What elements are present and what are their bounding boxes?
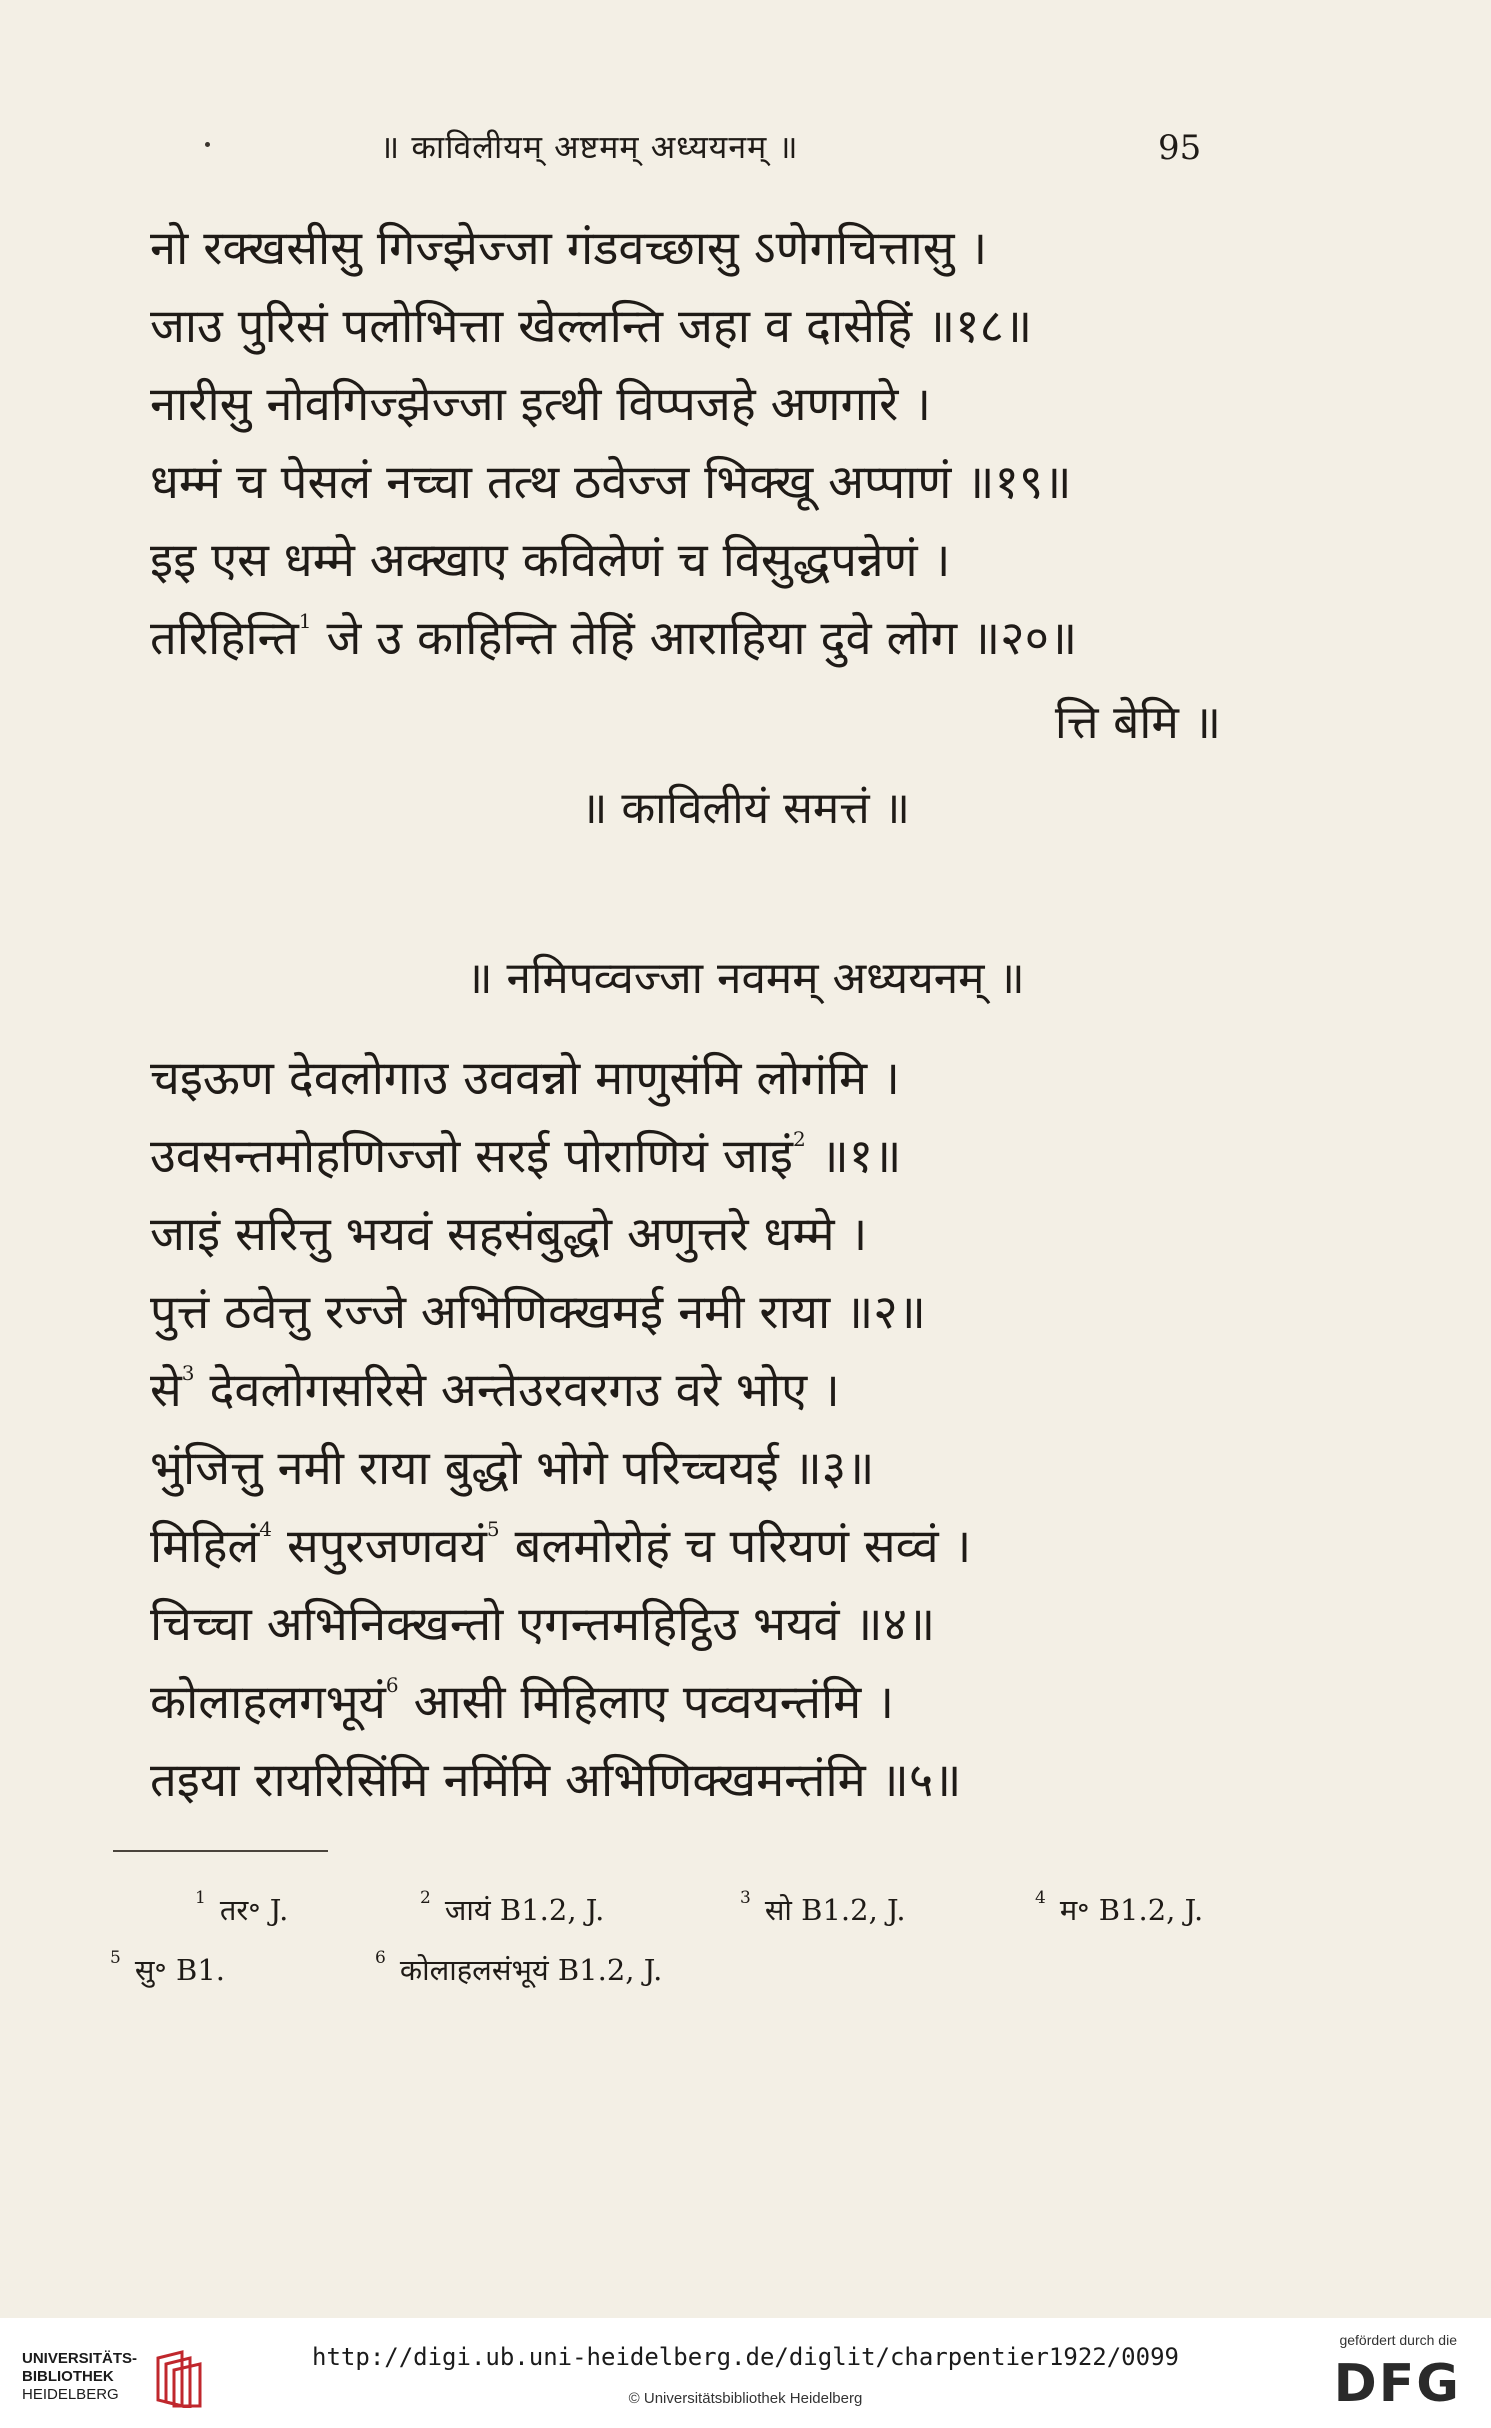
- verse-text: से: [150, 1363, 182, 1418]
- permalink-url[interactable]: http://digi.ub.uni-heidelberg.de/diglit/charpentier1922/0099: [312, 2343, 1179, 2371]
- footnote-number: 5: [110, 1948, 121, 1968]
- chapter-verse-line: [150, 1753, 962, 1808]
- verse-line: धम्मं च पेसलं नच्चा तत्थ ठवेज्ज भिक्खू अप्पाणं ॥१९॥: [150, 455, 1072, 510]
- footnote: [110, 1950, 225, 1989]
- verse-text: आसी मिहिलाए पव्वयन्तंमि ।: [398, 1675, 895, 1730]
- verse-text: जाइं सरित्तु भयवं सहसंबुद्धो अणुत्तरे धम्मे ।: [150, 1207, 868, 1262]
- footnote: [375, 1950, 662, 1989]
- chapter-verse-line: [150, 1207, 868, 1262]
- footer-bar: [0, 2318, 1491, 2428]
- footnote-number: 2: [420, 1888, 431, 1908]
- footnote-text: सु॰ B1.: [134, 1953, 225, 1987]
- verse-line: जाउ पुरिसं पलोभित्ता खेल्लन्ति जहा व दासेहिं ॥१८॥: [150, 299, 1033, 354]
- footnote-text: म॰ B1.2, J.: [1059, 1893, 1204, 1927]
- footnote: [1035, 1890, 1203, 1929]
- footnote-number: 6: [375, 1948, 386, 1968]
- chapter-verse-line: [150, 1361, 840, 1418]
- printer-dot-mark: [205, 142, 210, 147]
- chapter-verse-line: [150, 1441, 875, 1496]
- verse-text: सपुरजणवयं: [272, 1519, 487, 1574]
- verse-line: नारीसु नोवगिज्झेज्जा इत्थी विप्पजहे अणगारे ।: [150, 377, 932, 432]
- verse-line: नो रक्खसीसु गिज्झेज्जा गंडवच्छासु ऽणेगचित्तासु ।: [150, 221, 988, 276]
- page-number: 95: [1158, 128, 1202, 168]
- footnote-text: कोलाहलसंभूयं B1.2, J.: [399, 1953, 663, 1987]
- footnote-text: जायं B1.2, J.: [444, 1893, 605, 1927]
- footnote-text: तर॰ J.: [219, 1893, 289, 1927]
- chapter-verse-line: [150, 1673, 895, 1730]
- verse-line: इइ एस धम्मे अक्खाए कविलेणं च विसुद्धपन्नेणं ।: [150, 533, 951, 588]
- verse-line-with-note: [150, 609, 1078, 666]
- verse-text: तरिहिन्ति: [150, 611, 299, 666]
- footnote: [420, 1890, 604, 1929]
- footnote-rule: [113, 1850, 328, 1852]
- chapter-title: ॥ नमिपव्वज्जा नवमम् अध्ययनम् ॥: [466, 953, 1025, 1004]
- verse-text: तइया रायरिसिंमि नमिंमि अभिणिक्खमन्तंमि ॥५॥: [150, 1753, 962, 1808]
- chapter-verse-line: [150, 1517, 972, 1574]
- copyright-notice: © Universitätsbibliothek Heidelberg: [628, 2390, 863, 2407]
- colophon: ॥ काविलीयं समत्तं ॥: [581, 783, 910, 834]
- verse-text: जे उ काहिन्ति तेहिं आराहिया दुवे लोग ॥२०॥: [311, 611, 1078, 666]
- footnote-number: 1: [195, 1888, 206, 1908]
- verse-text: मिहिलं: [150, 1519, 260, 1574]
- footnote: [740, 1890, 906, 1929]
- footnote: [195, 1890, 288, 1929]
- footnote-number: 4: [1035, 1888, 1046, 1908]
- footnote-marker: 1: [298, 609, 312, 633]
- footnote-marker: 5: [486, 1517, 500, 1541]
- footnote-marker: 2: [792, 1127, 806, 1151]
- footnote-marker: 6: [385, 1673, 399, 1697]
- verse-text: पुत्तं ठवेत्तु रज्जे अभिणिक्खमई नमी राया ॥२॥: [150, 1285, 926, 1340]
- library-name-line: UNIVERSITÄTS-: [22, 2350, 138, 2367]
- chapter-verse-line: [150, 1051, 900, 1106]
- verse-text: भुंजित्तु नमी राया बुद्धो भोगे परिच्चयई ॥३॥: [150, 1441, 875, 1496]
- library-name-line: HEIDELBERG: [22, 2386, 119, 2403]
- funding-note: gefördert durch die: [1339, 2332, 1457, 2348]
- chapter-verse-line: [150, 1597, 936, 1652]
- verse-text: देवलोगसरिसे अन्तेउरवरगउ वरे भोए ।: [194, 1363, 840, 1418]
- verse-text: उवसन्तमोहणिज्जो सरई पोराणियं जाइं: [150, 1129, 793, 1184]
- dfg-logo-icon[interactable]: DFG: [1333, 2354, 1461, 2414]
- closing-formula: त्ति बेमि ॥: [1054, 695, 1221, 749]
- running-head: ॥ काविलीयम् अष्टमम् अध्ययनम् ॥: [380, 128, 799, 166]
- verse-text: बलमोरोहं च परियणं सव्वं ।: [499, 1519, 972, 1574]
- footnote-text: सो B1.2, J.: [764, 1893, 906, 1927]
- verse-text: चइऊण देवलोगाउ उववन्नो माणुसंमि लोगंमि ।: [150, 1051, 900, 1106]
- verse-text: ॥१॥: [805, 1129, 902, 1184]
- verse-text: चिच्चा अभिनिक्खन्तो एगन्तमहिट्ठिउ भयवं ॥४॥: [150, 1597, 936, 1652]
- verse-text: कोलाहलगभूयं: [150, 1675, 386, 1730]
- chapter-verse-line: [150, 1127, 902, 1184]
- chapter-verse-line: [150, 1285, 926, 1340]
- footnote-marker: 3: [181, 1361, 195, 1385]
- footnote-number: 3: [740, 1888, 751, 1908]
- footnote-marker: 4: [259, 1517, 273, 1541]
- library-name-line: BIBLIOTHEK: [22, 2368, 114, 2385]
